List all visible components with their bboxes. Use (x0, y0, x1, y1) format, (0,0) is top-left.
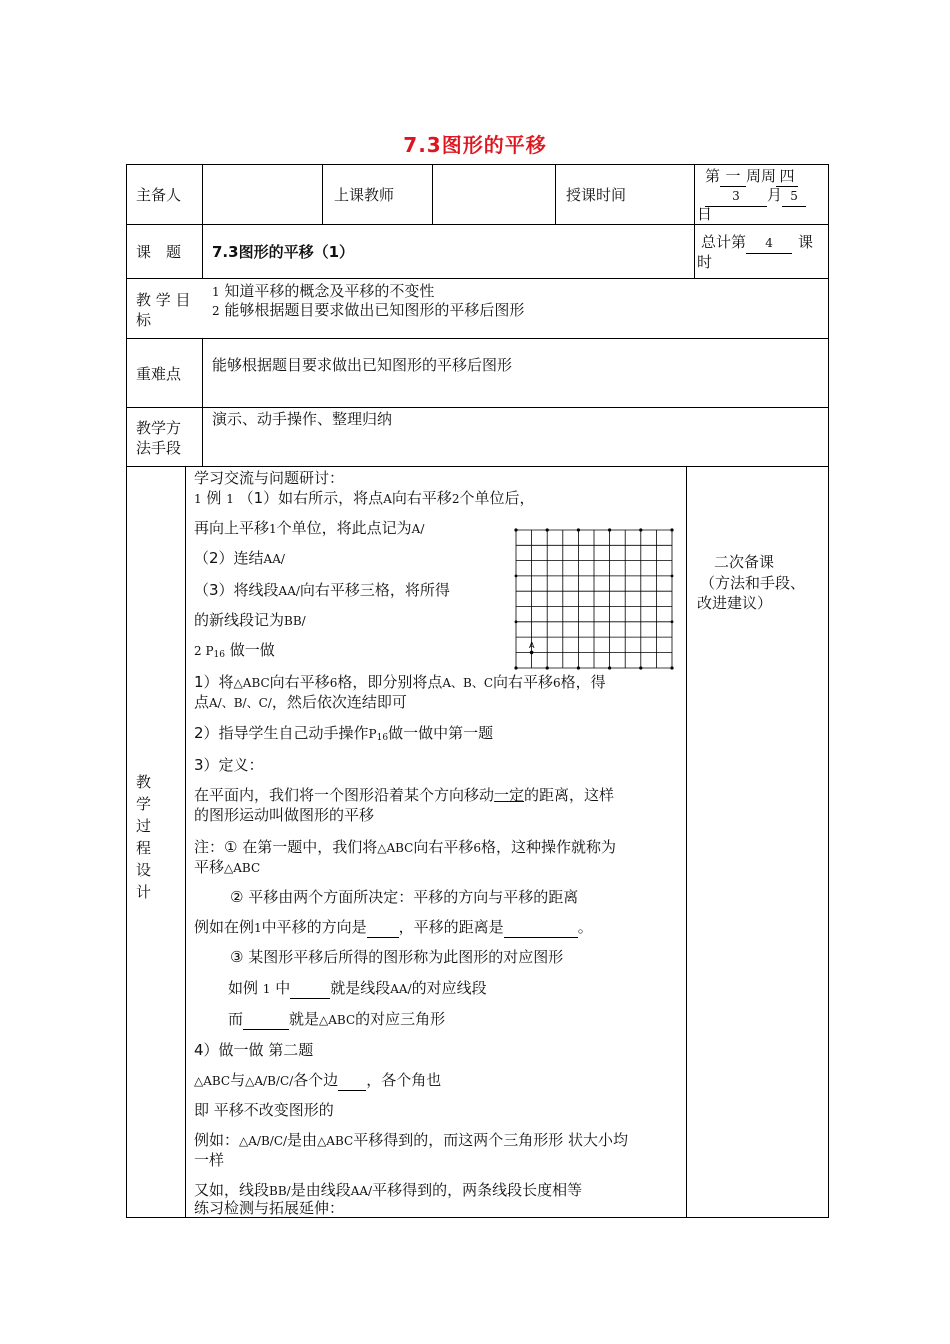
goals-label-1: 教 学 目 (136, 291, 191, 309)
total-suffix: 时 (697, 253, 713, 271)
teacher-label: 上课教师 (334, 186, 395, 204)
total-num: 4 (746, 233, 792, 254)
month-value: 3 (705, 186, 767, 207)
topic-value: 7.3图形的平移（1） (212, 243, 355, 261)
goal-2: 2 能够根据题目要求做出已知图形的平移后图形 (212, 301, 525, 319)
goal-1: 1 知道平移的概念及平移的不变性 (212, 282, 435, 300)
key-points-value: 能够根据题目要求做出已知图形的平移后图形 (212, 356, 513, 374)
weekday: 四 (776, 166, 798, 187)
side-note-2: （方法和手段、 (700, 574, 806, 592)
topic-label: 课 题 (136, 243, 182, 261)
grid-figure (514, 528, 676, 673)
process-label-5: 设 (136, 861, 152, 879)
day-label: 日 (697, 205, 713, 223)
page-title: 7.3图形的平移 (403, 133, 547, 157)
side-note-3: 改进建议） (697, 594, 773, 612)
total-lessons: 总计第 4 课 (701, 232, 813, 254)
goals-label-2: 标 (136, 311, 152, 329)
time-label: 授课时间 (566, 186, 627, 204)
grid-point-a (530, 651, 534, 655)
week-line: 第 一 周周 四 (705, 166, 798, 187)
process-label-3: 过 (136, 817, 152, 835)
methods-value: 演示、动手操作、整理归纳 (212, 410, 393, 428)
week-num: 一 (720, 166, 746, 187)
process-label-4: 程 (136, 839, 152, 857)
process-label-2: 学 (136, 795, 152, 813)
day-value: 5 (782, 186, 806, 207)
key-points-label: 重难点 (136, 365, 182, 383)
side-note-1: 二次备课 (714, 553, 775, 571)
date-line: 3 月 5 (705, 185, 806, 207)
methods-label-2: 法手段 (136, 439, 182, 457)
process-label-6: 计 (136, 883, 152, 901)
preparer-label: 主备人 (136, 186, 182, 204)
methods-label-1: 教学方 (136, 419, 182, 437)
process-label-1: 教 (136, 773, 152, 791)
grid-point-label: A (529, 641, 535, 650)
